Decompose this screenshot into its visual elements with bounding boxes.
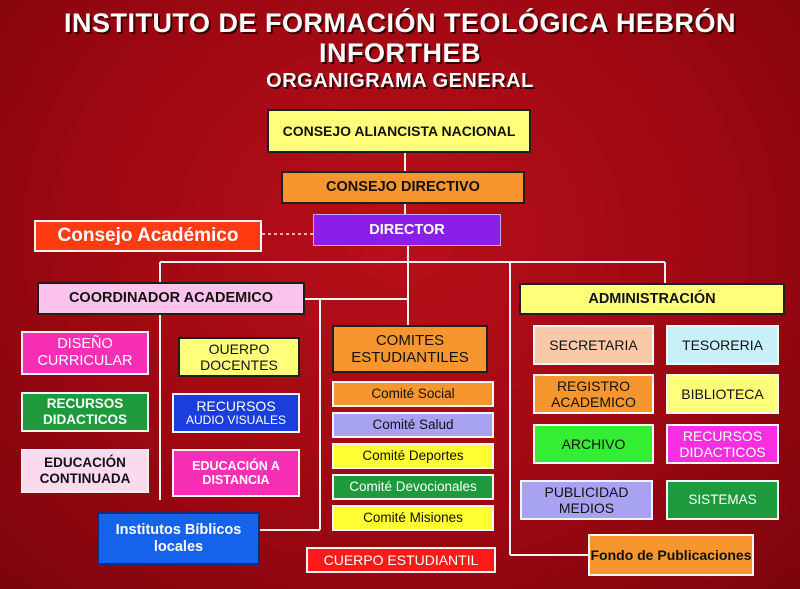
comite-social-box [332, 381, 494, 407]
recursos-didacticos-academic-label: RECURSOS DIDACTICOS [43, 396, 127, 427]
educacion-distancia-label: EDUCACIÓN A DISTANCIA [192, 458, 280, 487]
comite-devocionales-box [332, 474, 494, 500]
title-institute: INSTITUTO DE FORMACIÓN TEOLÓGICA HEBRÓN [64, 8, 736, 38]
comites-estudiantiles-box [332, 325, 488, 373]
recursos-didacticos-admin-box [666, 424, 779, 464]
recursos-audiovisuales-sublabel: AUDIO VISUALES [185, 413, 287, 428]
biblioteca-label: BIBLIOTECA [681, 385, 764, 402]
comite-salud-box [332, 412, 494, 438]
consejo-academico-label: Consejo Académico [57, 225, 239, 247]
biblioteca-box [666, 374, 779, 414]
institutos-biblicos-label: Institutos Bíblicos locales [115, 521, 242, 555]
diseno-curricular-label: DISEÑO CURRICULAR [37, 336, 133, 369]
diseno-curricular-box [21, 331, 149, 375]
administracion-box [519, 283, 785, 315]
title-acronym: INFORTHEB [319, 38, 481, 68]
cuerpo-docentes-label: OUERPO DOCENTES [200, 340, 278, 373]
administracion-label: ADMINISTRACIÓN [588, 290, 716, 307]
institutos-biblicos-box [97, 512, 260, 565]
coordinador-academico-label: COORDINADOR ACADEMICO [68, 290, 274, 307]
consejo-directivo-label: CONSEJO DIRECTIVO [326, 179, 480, 196]
tesoreria-label: TESORERIA [682, 336, 763, 353]
consejo-aliancista-box [267, 109, 531, 153]
title-organigram: ORGANIGRAMA GENERAL [266, 70, 534, 92]
consejo-aliancista-label: CONSEJO ALIANCISTA NACIONAL [282, 122, 516, 139]
publicidad-medios-label: PUBLICIDAD MEDIOS [544, 483, 629, 516]
secretaria-box [533, 325, 654, 365]
cuerpo-estudiantil-label: CUERPO ESTUDIANTIL [323, 551, 479, 568]
recursos-audiovisuales-label: RECURSOS [196, 398, 276, 415]
consejo-academico-box [34, 220, 262, 252]
comite-misiones-label: Comité Misiones [363, 510, 463, 526]
recursos-didacticos-admin-label: RECURSOS DIDACTICOS [679, 427, 766, 460]
cuerpo-estudiantil-box [306, 547, 496, 573]
sistemas-label: SISTEMAS [688, 492, 757, 508]
archivo-box [533, 424, 654, 464]
educacion-continuada-label: EDUCACIÓN CONTINUADA [39, 455, 131, 486]
comite-misiones-box [332, 505, 494, 531]
comite-salud-label: Comité Salud [372, 417, 454, 433]
publicidad-medios-box [520, 480, 653, 520]
consejo-directivo-box [281, 171, 525, 204]
comite-deportes-box [332, 443, 494, 469]
comites-estudiantiles-label: COMITES ESTUDIANTILES [351, 331, 469, 366]
tesoreria-box [666, 325, 779, 365]
comite-deportes-label: Comité Deportes [362, 448, 464, 464]
director-label: DIRECTOR [369, 221, 445, 238]
coordinador-academico-box [37, 282, 305, 315]
registro-academico-box [533, 374, 654, 414]
secretaria-label: SECRETARIA [549, 336, 638, 353]
registro-academico-label: REGISTRO ACADEMICO [551, 377, 636, 410]
director-box [313, 214, 501, 246]
recursos-didacticos-academic-box [21, 392, 149, 432]
educacion-continuada-box [21, 449, 149, 493]
comite-devocionales-label: Comité Devocionales [349, 479, 477, 495]
fondo-publicaciones-box [588, 534, 754, 576]
archivo-label: ARCHIVO [561, 435, 626, 452]
recursos-audiovisuales-box [172, 393, 300, 433]
educacion-distancia-box [172, 449, 300, 497]
cuerpo-docentes-box [178, 337, 300, 377]
sistemas-box [666, 480, 779, 520]
fondo-publicaciones-label: Fondo de Publicaciones [590, 546, 752, 563]
comite-social-label: Comité Social [371, 386, 455, 402]
